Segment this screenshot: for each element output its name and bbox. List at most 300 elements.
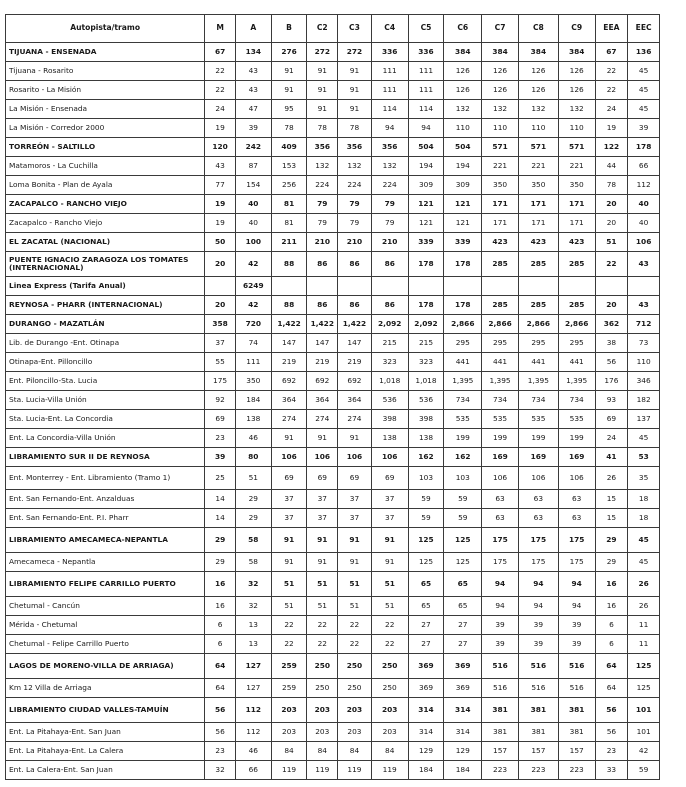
toll-cell-c5: 121	[408, 214, 444, 233]
toll-cell-m: 69	[205, 410, 236, 429]
toll-cell-eec: 346	[628, 372, 660, 391]
toll-cell-c7: 381	[482, 723, 519, 742]
table-body	[6, 43, 660, 780]
toll-cell-c6: 103	[444, 467, 482, 490]
toll-cell-c9: 126	[558, 62, 595, 81]
toll-cell-m: 19	[205, 119, 236, 138]
segment-name-cell: Loma Bonita - Plan de Ayala	[6, 176, 205, 195]
toll-cell-b: 84	[271, 742, 307, 761]
toll-cell-eea: 176	[595, 372, 628, 391]
table-group-row	[6, 296, 660, 315]
toll-cell-b: 119	[271, 761, 307, 780]
toll-cell-eec: 11	[628, 635, 660, 654]
toll-cell-c2: 1,422	[307, 315, 338, 334]
toll-cell-a: 6249	[235, 277, 271, 296]
toll-cell-c6: 1,395	[444, 372, 482, 391]
toll-cell-eea: 56	[595, 723, 628, 742]
toll-cell-c6: 121	[444, 195, 482, 214]
toll-cell-eec: 125	[628, 654, 660, 679]
table-group-row	[6, 698, 660, 723]
toll-cell-c9: 171	[558, 214, 595, 233]
toll-cell-c7: 223	[482, 761, 519, 780]
toll-cell-c9: 223	[558, 761, 595, 780]
toll-cell-b: 147	[271, 334, 307, 353]
segment-name-cell: Ent. La Concordia-Villa Unión	[6, 429, 205, 448]
toll-cell-c5: 27	[408, 616, 444, 635]
toll-cell-b: 1,422	[271, 315, 307, 334]
toll-cell-a: 43	[235, 62, 271, 81]
toll-cell-c9: 157	[558, 742, 595, 761]
toll-cell-c6: 125	[444, 553, 482, 572]
toll-cell-eec: 101	[628, 698, 660, 723]
toll-cell-c3: 272	[338, 43, 372, 62]
highway-name-cell: TORREÓN - SALTILLO	[6, 138, 205, 157]
toll-cell-a: 32	[235, 597, 271, 616]
toll-cell-c6: 126	[444, 81, 482, 100]
toll-cell-c4: 51	[371, 597, 408, 616]
toll-cell-eea: 16	[595, 572, 628, 597]
toll-cell-c8: 734	[518, 391, 558, 410]
toll-cell-c7: 350	[482, 176, 519, 195]
toll-cell-eea: 23	[595, 742, 628, 761]
toll-cell-b: 409	[271, 138, 307, 157]
toll-cell-c2: 86	[307, 252, 338, 277]
toll-cell-c3: 79	[338, 214, 372, 233]
toll-cell-c8: 516	[518, 679, 558, 698]
highway-name-cell: LAGOS DE MORENO-VILLA DE ARRIAGA)	[6, 654, 205, 679]
toll-cell-c9: 535	[558, 410, 595, 429]
toll-cell-c6: 27	[444, 616, 482, 635]
table-row	[6, 214, 660, 233]
toll-cell-c6: 339	[444, 233, 482, 252]
toll-cell-a: 720	[235, 315, 271, 334]
toll-cell-eec: 106	[628, 233, 660, 252]
toll-cell-b: 219	[271, 353, 307, 372]
toll-cell-c7: 110	[482, 119, 519, 138]
toll-cell-eea: 24	[595, 429, 628, 448]
toll-cell-c8: 381	[518, 723, 558, 742]
toll-cell-c9: 381	[558, 698, 595, 723]
toll-cell-c4: 94	[371, 119, 408, 138]
toll-cell-eec: 39	[628, 119, 660, 138]
toll-cell-a: 127	[235, 679, 271, 698]
toll-cell-eea: 64	[595, 679, 628, 698]
toll-cell-c4: 250	[371, 679, 408, 698]
toll-cell-a: 80	[235, 448, 271, 467]
toll-cell-c8: 285	[518, 252, 558, 277]
toll-cell-m: 25	[205, 467, 236, 490]
table-group-row	[6, 572, 660, 597]
toll-cell-c6: 199	[444, 429, 482, 448]
toll-cell-c5: 162	[408, 448, 444, 467]
segment-name-cell: Lib. de Durango -Ent. Otinapa	[6, 334, 205, 353]
toll-cell-c7	[482, 277, 519, 296]
segment-name-cell: Ent. La Pitahaya-Ent. La Calera	[6, 742, 205, 761]
toll-cell-c7: 441	[482, 353, 519, 372]
toll-cell-c9: 94	[558, 597, 595, 616]
toll-cell-c9: 516	[558, 654, 595, 679]
toll-cell-a: 350	[235, 372, 271, 391]
toll-cell-c6: 132	[444, 100, 482, 119]
toll-cell-c7: 221	[482, 157, 519, 176]
table-group-row	[6, 138, 660, 157]
toll-cell-c9: 516	[558, 679, 595, 698]
toll-cell-c5: 504	[408, 138, 444, 157]
toll-cell-eec: 112	[628, 176, 660, 195]
toll-cell-eec: 26	[628, 597, 660, 616]
toll-cell-c7: 1,395	[482, 372, 519, 391]
toll-cell-c7: 516	[482, 679, 519, 698]
toll-cell-a: 29	[235, 490, 271, 509]
toll-cell-c2: 274	[307, 410, 338, 429]
toll-cell-c3: 91	[338, 553, 372, 572]
table-row	[6, 509, 660, 528]
toll-rate-document	[5, 14, 660, 780]
toll-cell-eec: 101	[628, 723, 660, 742]
column-header-m: M	[205, 15, 236, 43]
table-row	[6, 761, 660, 780]
toll-cell-c5: 59	[408, 490, 444, 509]
toll-cell-c7: 94	[482, 572, 519, 597]
toll-cell-m: 24	[205, 100, 236, 119]
table-row	[6, 157, 660, 176]
toll-cell-c2: 356	[307, 138, 338, 157]
toll-cell-eea: 93	[595, 391, 628, 410]
toll-cell-c4: 336	[371, 43, 408, 62]
toll-cell-eec: 73	[628, 334, 660, 353]
toll-cell-c7: 63	[482, 490, 519, 509]
segment-name-cell: Sta. Lucia-Villa Unión	[6, 391, 205, 410]
table-row	[6, 119, 660, 138]
toll-cell-b: 259	[271, 654, 307, 679]
toll-cell-c9: 734	[558, 391, 595, 410]
toll-cell-a: 51	[235, 467, 271, 490]
toll-cell-c6: 110	[444, 119, 482, 138]
toll-cell-c6: 59	[444, 490, 482, 509]
toll-cell-c6: 121	[444, 214, 482, 233]
toll-cell-c9: 381	[558, 723, 595, 742]
toll-cell-a: 184	[235, 391, 271, 410]
toll-cell-c3: 250	[338, 679, 372, 698]
toll-cell-c8: 171	[518, 214, 558, 233]
table-row	[6, 723, 660, 742]
column-header-route: Autopista/tramo	[6, 15, 205, 43]
toll-cell-a: 111	[235, 353, 271, 372]
toll-cell-eec	[628, 277, 660, 296]
toll-cell-b: 91	[271, 62, 307, 81]
toll-cell-b: 51	[271, 572, 307, 597]
toll-cell-c5: 215	[408, 334, 444, 353]
toll-cell-b: 91	[271, 528, 307, 553]
toll-cell-c8: 126	[518, 81, 558, 100]
table-row	[6, 490, 660, 509]
toll-cell-c6: 129	[444, 742, 482, 761]
toll-cell-c4: 86	[371, 296, 408, 315]
toll-cell-c9: 1,395	[558, 372, 595, 391]
toll-cell-c6: 504	[444, 138, 482, 157]
toll-cell-c9: 106	[558, 467, 595, 490]
toll-cell-c3: 203	[338, 698, 372, 723]
toll-cell-c2: 91	[307, 553, 338, 572]
toll-cell-c3: 210	[338, 233, 372, 252]
toll-cell-eea: 38	[595, 334, 628, 353]
toll-cell-eea: 56	[595, 353, 628, 372]
toll-cell-c9: 571	[558, 138, 595, 157]
toll-cell-c2: 132	[307, 157, 338, 176]
toll-cell-c6: 27	[444, 635, 482, 654]
table-row	[6, 372, 660, 391]
toll-cell-c9: 39	[558, 635, 595, 654]
table-row	[6, 553, 660, 572]
toll-cell-eea	[595, 277, 628, 296]
toll-cell-c2: 37	[307, 490, 338, 509]
toll-cell-eea: 44	[595, 157, 628, 176]
toll-cell-b: 95	[271, 100, 307, 119]
column-header-c7: C7	[482, 15, 519, 43]
toll-cell-b: 69	[271, 467, 307, 490]
toll-cell-b: 259	[271, 679, 307, 698]
toll-cell-eea: 26	[595, 467, 628, 490]
toll-cell-m: 43	[205, 157, 236, 176]
toll-cell-c8: 175	[518, 528, 558, 553]
toll-cell-c7: 535	[482, 410, 519, 429]
toll-cell-eec: 110	[628, 353, 660, 372]
toll-cell-m: 19	[205, 214, 236, 233]
toll-cell-b	[271, 277, 307, 296]
toll-cell-b: 81	[271, 195, 307, 214]
toll-cell-c6: 314	[444, 723, 482, 742]
toll-cell-eea: 78	[595, 176, 628, 195]
toll-cell-eec: 45	[628, 528, 660, 553]
toll-cell-c5: 184	[408, 761, 444, 780]
toll-cell-c4: 106	[371, 448, 408, 467]
toll-cell-m: 92	[205, 391, 236, 410]
toll-cell-c9: 39	[558, 616, 595, 635]
toll-cell-eec: 43	[628, 252, 660, 277]
table-row	[6, 176, 660, 195]
toll-cell-c8: 106	[518, 467, 558, 490]
toll-cell-eea: 56	[595, 698, 628, 723]
table-group-row	[6, 654, 660, 679]
toll-cell-c4: 22	[371, 635, 408, 654]
highway-name-cell: Linea Express (Tarifa Anual)	[6, 277, 205, 296]
toll-cell-a: 58	[235, 553, 271, 572]
toll-cell-c8: 571	[518, 138, 558, 157]
toll-cell-m: 20	[205, 296, 236, 315]
toll-cell-c5: 178	[408, 252, 444, 277]
toll-cell-m: 56	[205, 698, 236, 723]
toll-cell-eec: 35	[628, 467, 660, 490]
toll-cell-c8: 126	[518, 62, 558, 81]
toll-cell-b: 22	[271, 635, 307, 654]
toll-cell-c9: 94	[558, 572, 595, 597]
toll-cell-b: 91	[271, 429, 307, 448]
toll-cell-c7: 384	[482, 43, 519, 62]
toll-cell-c5: 27	[408, 635, 444, 654]
table-row	[6, 742, 660, 761]
toll-cell-c2: 250	[307, 679, 338, 698]
toll-cell-eea: 20	[595, 195, 628, 214]
toll-cell-m: 64	[205, 679, 236, 698]
toll-cell-m: 6	[205, 616, 236, 635]
toll-cell-c8: 39	[518, 635, 558, 654]
column-header-a: A	[235, 15, 271, 43]
toll-cell-c5: 103	[408, 467, 444, 490]
toll-cell-eec: 18	[628, 490, 660, 509]
toll-cell-c8: 535	[518, 410, 558, 429]
column-header-eea: EEA	[595, 15, 628, 43]
toll-cell-c3: 86	[338, 296, 372, 315]
toll-cell-b: 22	[271, 616, 307, 635]
segment-name-cell: Km 12 Villa de Arriaga	[6, 679, 205, 698]
toll-cell-m: 23	[205, 429, 236, 448]
toll-cell-c6: 441	[444, 353, 482, 372]
toll-cell-c7: 39	[482, 635, 519, 654]
toll-cell-m: 175	[205, 372, 236, 391]
toll-cell-b: 91	[271, 553, 307, 572]
toll-cell-c9: 423	[558, 233, 595, 252]
table-group-row	[6, 277, 660, 296]
toll-cell-c5: 314	[408, 698, 444, 723]
toll-cell-c3: 91	[338, 429, 372, 448]
toll-cell-m: 37	[205, 334, 236, 353]
toll-cell-c5: 65	[408, 572, 444, 597]
toll-cell-c8: 63	[518, 509, 558, 528]
table-row	[6, 429, 660, 448]
toll-cell-c3: 51	[338, 597, 372, 616]
toll-cell-c5: 336	[408, 43, 444, 62]
table-row	[6, 410, 660, 429]
toll-cell-eea: 22	[595, 252, 628, 277]
toll-cell-eea: 33	[595, 761, 628, 780]
toll-cell-c8	[518, 277, 558, 296]
toll-cell-c3: 37	[338, 509, 372, 528]
toll-cell-c4: 114	[371, 100, 408, 119]
toll-cell-c8: 441	[518, 353, 558, 372]
toll-cell-c4: 203	[371, 723, 408, 742]
toll-cell-a: 134	[235, 43, 271, 62]
segment-name-cell: Ent. San Fernando-Ent. P.I. Pharr	[6, 509, 205, 528]
toll-cell-c2: 69	[307, 467, 338, 490]
table-row	[6, 62, 660, 81]
toll-cell-b: 211	[271, 233, 307, 252]
toll-cell-c6: 369	[444, 679, 482, 698]
toll-cell-eea: 16	[595, 597, 628, 616]
toll-cell-a: 154	[235, 176, 271, 195]
segment-name-cell: Amecameca - Nepantla	[6, 553, 205, 572]
toll-cell-c2: 79	[307, 195, 338, 214]
toll-cell-c4: 91	[371, 553, 408, 572]
toll-cell-c3: 356	[338, 138, 372, 157]
toll-cell-a: 66	[235, 761, 271, 780]
toll-cell-c5: 121	[408, 195, 444, 214]
toll-cell-c4: 22	[371, 616, 408, 635]
table-row	[6, 467, 660, 490]
toll-cell-c3: 219	[338, 353, 372, 372]
toll-cell-c7: 157	[482, 742, 519, 761]
toll-cell-a: 43	[235, 81, 271, 100]
toll-cell-eec: 53	[628, 448, 660, 467]
toll-cell-c3: 51	[338, 572, 372, 597]
toll-cell-m: 39	[205, 448, 236, 467]
toll-cell-c2: 203	[307, 698, 338, 723]
table-row	[6, 334, 660, 353]
toll-cell-c4: 210	[371, 233, 408, 252]
toll-cell-a: 58	[235, 528, 271, 553]
table-group-row	[6, 252, 660, 277]
toll-cell-c5: 194	[408, 157, 444, 176]
toll-cell-c4: 86	[371, 252, 408, 277]
toll-cell-c2: 119	[307, 761, 338, 780]
segment-name-cell: Ent. Piloncillo-Sta. Lucia	[6, 372, 205, 391]
toll-cell-c5: 125	[408, 553, 444, 572]
toll-cell-c2: 106	[307, 448, 338, 467]
toll-cell-c7: 171	[482, 214, 519, 233]
toll-cell-c8: 132	[518, 100, 558, 119]
toll-cell-a: 112	[235, 723, 271, 742]
toll-cell-c3: 91	[338, 528, 372, 553]
toll-cell-c7: 94	[482, 597, 519, 616]
toll-cell-c5: 138	[408, 429, 444, 448]
toll-cell-c8: 295	[518, 334, 558, 353]
toll-cell-c3: 132	[338, 157, 372, 176]
toll-cell-c9: 285	[558, 296, 595, 315]
toll-cell-a: 46	[235, 742, 271, 761]
toll-cell-c6: 125	[444, 528, 482, 553]
toll-cell-c5: 309	[408, 176, 444, 195]
highway-name-cell: PUENTE IGNACIO ZARAGOZA LOS TOMATES (INTERNACIONAL)	[6, 252, 205, 277]
toll-cell-m: 50	[205, 233, 236, 252]
toll-cell-c6: 184	[444, 761, 482, 780]
segment-name-cell: Ent. La Pitahaya-Ent. San Juan	[6, 723, 205, 742]
segment-name-cell: Sta. Lucia-Ent. La Concordia	[6, 410, 205, 429]
toll-cell-c8: 94	[518, 597, 558, 616]
toll-cell-c8: 516	[518, 654, 558, 679]
toll-cell-c6: 295	[444, 334, 482, 353]
toll-cell-m: 32	[205, 761, 236, 780]
toll-cell-m: 120	[205, 138, 236, 157]
toll-cell-c9: 63	[558, 509, 595, 528]
table-row	[6, 616, 660, 635]
toll-cell-eea: 6	[595, 635, 628, 654]
toll-cell-b: 106	[271, 448, 307, 467]
segment-name-cell: Tijuana - Rosarito	[6, 62, 205, 81]
toll-cell-c5: 339	[408, 233, 444, 252]
toll-cell-c8: 221	[518, 157, 558, 176]
toll-cell-c2: 692	[307, 372, 338, 391]
toll-cell-c5: 323	[408, 353, 444, 372]
toll-cell-c9: 126	[558, 81, 595, 100]
toll-cell-c3	[338, 277, 372, 296]
toll-rate-table	[5, 14, 660, 780]
toll-cell-eec: 42	[628, 742, 660, 761]
toll-cell-c3: 364	[338, 391, 372, 410]
toll-cell-c3: 84	[338, 742, 372, 761]
toll-cell-c2: 219	[307, 353, 338, 372]
toll-cell-c5: 369	[408, 654, 444, 679]
toll-cell-b: 276	[271, 43, 307, 62]
toll-cell-eec: 18	[628, 509, 660, 528]
toll-cell-c7: 423	[482, 233, 519, 252]
toll-cell-c4: 224	[371, 176, 408, 195]
toll-cell-c8: 169	[518, 448, 558, 467]
toll-cell-a: 40	[235, 214, 271, 233]
toll-cell-c4: 111	[371, 62, 408, 81]
toll-cell-c8: 2,866	[518, 315, 558, 334]
toll-cell-c5: 536	[408, 391, 444, 410]
toll-cell-a: 42	[235, 252, 271, 277]
toll-cell-m: 56	[205, 723, 236, 742]
